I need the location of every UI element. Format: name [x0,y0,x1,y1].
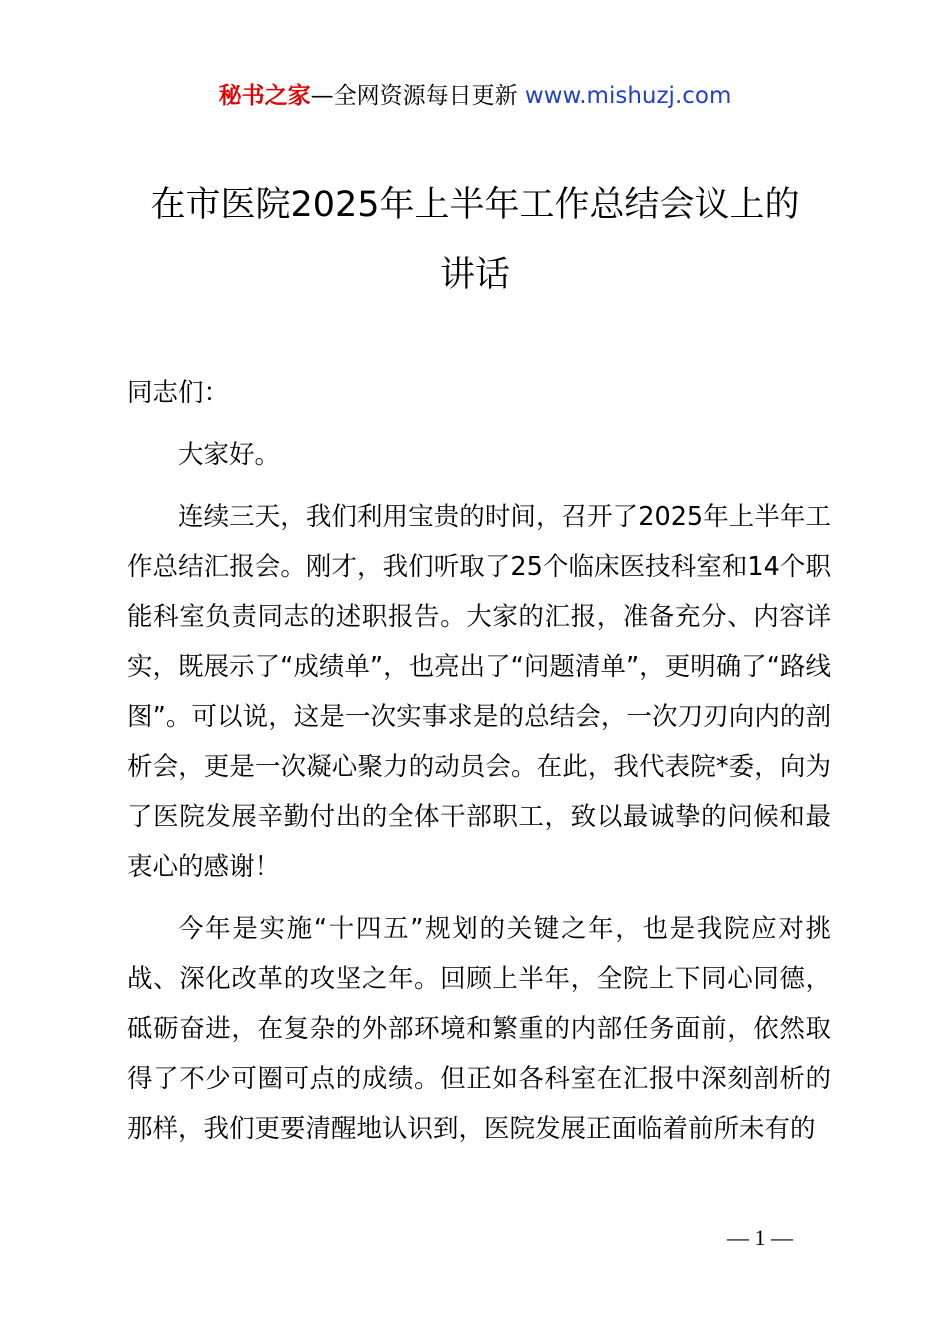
site-header-banner [0,80,950,112]
salutation: 同志们： [127,378,230,408]
title-line-1: 在市医院2025年上半年工作总结会议上的 [150,185,800,225]
paragraph-greeting: 大家好。 [178,440,281,470]
paragraph-opening: 连续三天，我们利用宝贵的时间，召开了2025年上半年工作总结汇报会。刚才，我们听取了25个临床医技科室和14个职能科室负责同志的述职报告。大家的汇报，准备充分、内容详实，既展示了“成绩单”，也亮出了“问题清单”，更明确了“路线图”。可以说，这是一次实事求是的总结会，一次刀刃向内的剖析会，更是一次凝心聚力的动员会。在此，我代表院*委，向为了医院发展辛勤付出的全体干部职工，致以最诚挚的问候和最衷心的感谢！ [127,502,831,882]
title-line-2: 讲话 [439,255,510,295]
document-title [100,170,850,310]
brand-name: 秘书之家 [218,83,311,109]
paragraph-review: 今年是实施“十四五”规划的关键之年，也是我院应对挑战、深化改革的攻坚之年。回顾上半年，全院上下同心同德，砥砺奋进，在复杂的外部环境和繁重的内部任务面前，依然取得了不少可圈可点的成绩。但正如各科室在汇报中深刻剖析的那样，我们更要清醒地认识到，医院发展正面临着前所未有的 [127,914,831,1144]
site-url-link[interactable]: www.mishuzj.com [524,83,732,109]
page-number: — 1 — [727,1225,793,1250]
header-tagline: —全网资源每日更新 [310,83,525,109]
document-body [127,368,831,1166]
